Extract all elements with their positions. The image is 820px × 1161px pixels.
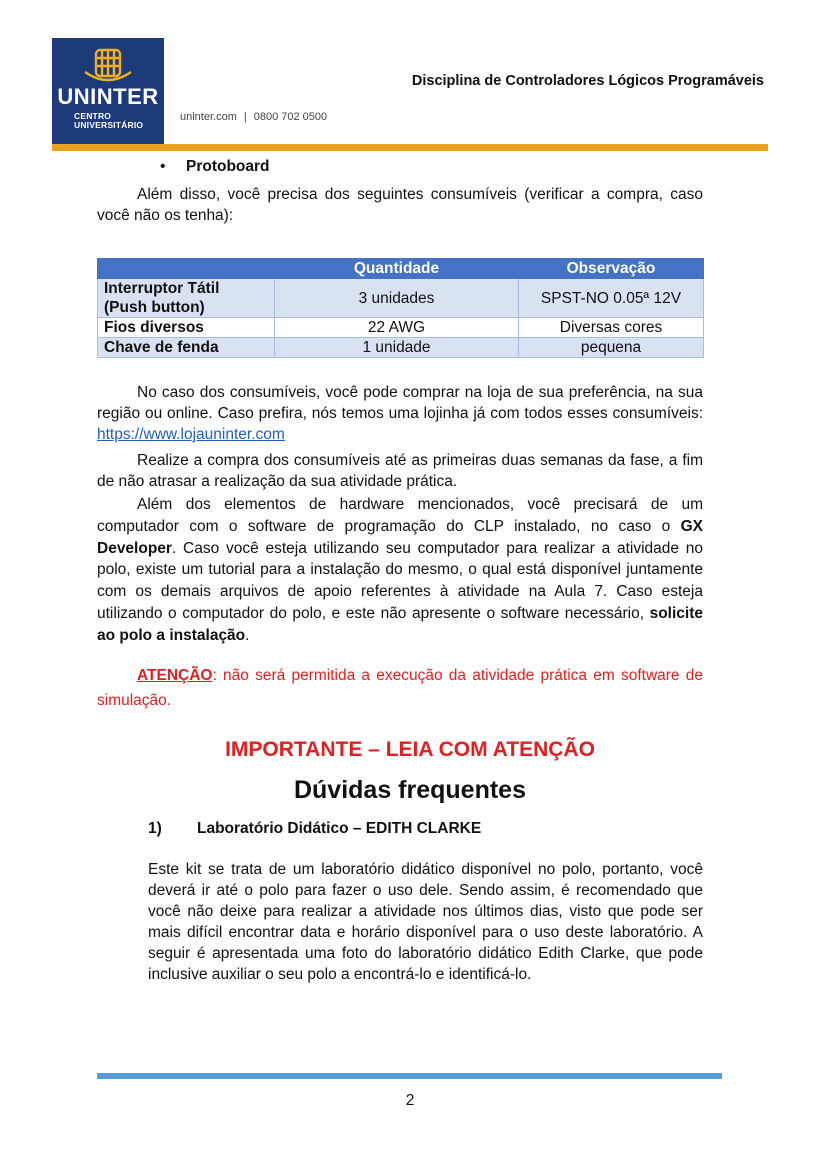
important-heading: IMPORTANTE – LEIA COM ATENÇÃO bbox=[225, 738, 595, 761]
table-row bbox=[98, 279, 704, 318]
faq-item-paragraph: Este kit se trata de um laboratório didático disponível no polo, portanto, você deverá ir até o polo para fazer o uso dele. Sendo assim, é recomendado que você não deixe para realizar a atividade nos últimos dias, visto que pode ser mais difícil encontrar data e horário disponível para o uso deste laboratório. A seguir é apresentada uma foto do laboratório didático Edith Clarke, que pode inclusive auxiliar o seu polo a encontrá-lo e identificá-lo. bbox=[148, 861, 703, 983]
bullet-protoboard bbox=[160, 156, 270, 177]
table-cell-note: SPST-NO 0.05ª 12V bbox=[519, 279, 704, 318]
table-header-item bbox=[98, 259, 275, 279]
table-header-row bbox=[98, 259, 704, 279]
contact-separator: | bbox=[243, 111, 247, 123]
shop-text: No caso dos consumíveis, você pode comprar na loja de sua preferência, na sua região ou online. Caso prefira, nós temos uma lojinha já com todos esses consumíveis: bbox=[97, 384, 703, 422]
hardware-text-2: . Caso você esteja utilizando seu computador para realizar a atividade no polo, existe um tutorial para a instalação do mesmo, o qual está disponível juntamente com os demais arquivos de apoio referentes à atividade na Aula 7. Caso esteja utilizando o computador do polo, e este não apresente o software necessário, bbox=[97, 539, 703, 622]
faq-item-title bbox=[148, 820, 481, 838]
table-header-quantity: Quantidade bbox=[275, 259, 519, 279]
bullet-symbol: • bbox=[160, 158, 166, 175]
buy-paragraph: Realize a compra dos consumíveis até as primeiras duas semanas da fase, a fim de não atrasar a realização da sua atividade prática. bbox=[97, 452, 703, 490]
item-line-1: Interruptor Tátil bbox=[104, 280, 220, 297]
header-divider bbox=[52, 144, 768, 151]
table-cell-quantity: 3 unidades bbox=[275, 279, 519, 318]
consumables-table bbox=[97, 258, 704, 358]
table-cell-note: Diversas cores bbox=[519, 318, 704, 338]
table-cell-quantity: 22 AWG bbox=[275, 318, 519, 338]
footer-divider bbox=[97, 1073, 722, 1079]
bullet-text: Protoboard bbox=[186, 158, 270, 175]
attention-paragraph bbox=[97, 663, 703, 713]
table-header-note: Observação bbox=[519, 259, 704, 279]
item-line-2: (Push button) bbox=[104, 299, 205, 316]
uninter-logo bbox=[52, 38, 164, 148]
logo-sub-line-2: UNIVERSITÁRIO bbox=[74, 120, 144, 130]
table-cell-item: Fios diversos bbox=[98, 318, 275, 338]
hardware-paragraph bbox=[97, 494, 703, 647]
table-cell-note: pequena bbox=[519, 338, 704, 358]
table-cell-item: Chave de fenda bbox=[98, 338, 275, 358]
logo-sub-line-1: CENTRO bbox=[74, 111, 112, 121]
globe-logo-icon bbox=[81, 48, 135, 82]
website-text: uninter.com bbox=[180, 111, 237, 123]
table-cell-quantity: 1 unidade bbox=[275, 338, 519, 358]
table-row bbox=[98, 338, 704, 358]
faq-item-number: 1) bbox=[148, 820, 162, 837]
phone-text: 0800 702 0500 bbox=[253, 111, 328, 123]
shop-paragraph bbox=[97, 382, 703, 445]
faq-item-label: Laboratório Didático – EDITH CLARKE bbox=[197, 820, 482, 837]
faq-heading: Dúvidas frequentes bbox=[293, 776, 526, 804]
hardware-text-1: Além dos elementos de hardware mencionados, você precisará de um computador com o software de programação do CLP instalado, no caso o bbox=[97, 496, 703, 535]
logo-brand-text: UNINTER bbox=[57, 84, 159, 109]
attention-label: ATENÇÃO bbox=[137, 667, 213, 684]
logo-subtitle bbox=[74, 112, 143, 130]
page-number: 2 bbox=[405, 1092, 415, 1109]
software-name: GX Developer bbox=[97, 517, 703, 557]
table-row bbox=[98, 318, 704, 338]
install-request: solicite ao polo a instalação bbox=[97, 604, 703, 644]
attention-text: : não será permitida a execução da atividade prática em software de simulação. bbox=[97, 667, 703, 709]
intro-paragraph: Além disso, você precisa dos seguintes consumíveis (verificar a compra, caso você não os tenha): bbox=[97, 186, 703, 224]
hardware-text-3: . bbox=[245, 626, 250, 644]
discipline-title: Disciplina de Controladores Lógicos Programáveis bbox=[411, 73, 764, 89]
contact-info bbox=[180, 111, 327, 123]
shop-link[interactable]: https://www.lojauninter.com bbox=[97, 426, 285, 443]
table-cell-item bbox=[98, 279, 275, 318]
